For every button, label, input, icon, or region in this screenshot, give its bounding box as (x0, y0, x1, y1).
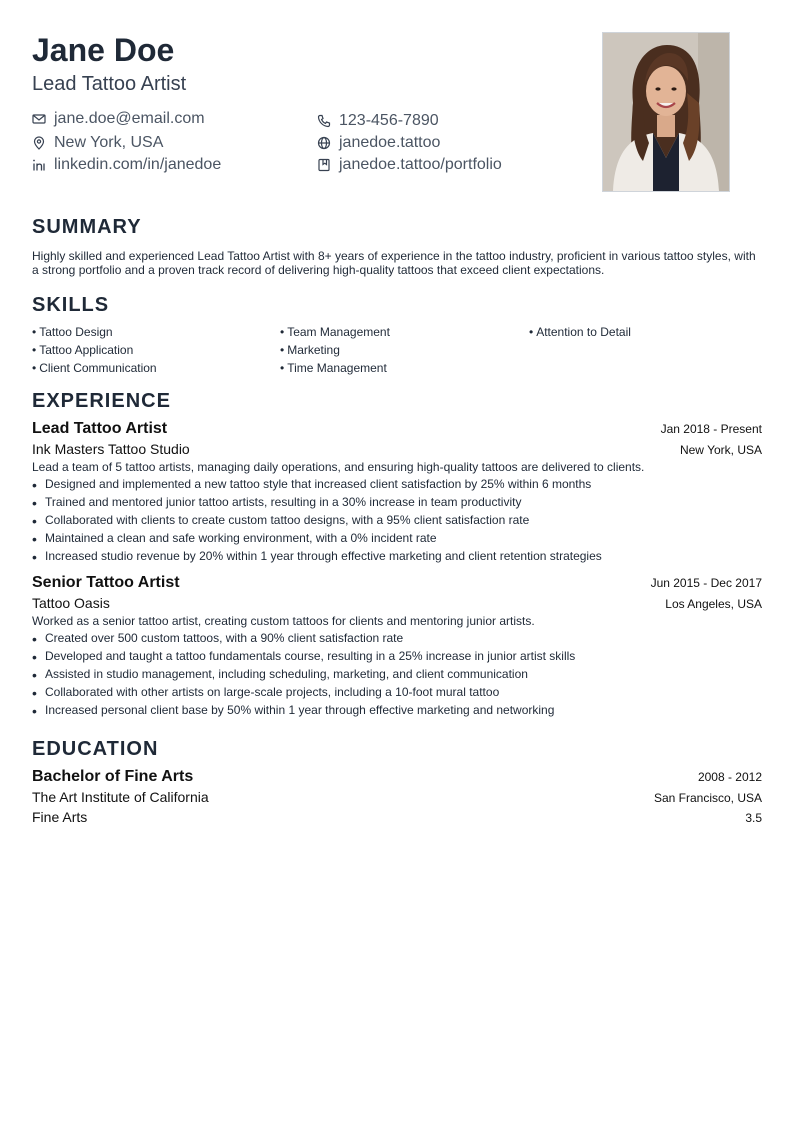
job-dates: Jan 2018 - Present (660, 422, 762, 436)
job-company: Ink Masters Tattoo Studio (32, 441, 190, 457)
job-dates: Jun 2015 - Dec 2017 (650, 576, 762, 590)
job-title: Lead Tattoo Artist (32, 420, 168, 437)
candidate-name: Jane Doe (32, 32, 175, 68)
job-bullet: • Maintained a clean and safe working environment, with a 0% incident rate (32, 531, 762, 545)
phone-icon (317, 114, 331, 128)
mail-icon (32, 112, 46, 126)
resume-page (32, 32, 762, 827)
job-bullet: • Collaborated with other artists on large-scale projects, including a 10-foot mural tattoo (32, 685, 762, 699)
skill-item: • Marketing (280, 343, 529, 357)
job-title: Senior Tattoo Artist (32, 574, 180, 591)
job-bullet: • Created over 500 custom tattoos, with a 90% client satisfaction rate (32, 631, 762, 645)
contact-email-text: jane.doe@email.com (54, 110, 205, 127)
job-bullets (32, 631, 762, 717)
candidate-title: Lead Tattoo Artist (32, 73, 187, 95)
portfolio-icon (317, 158, 331, 172)
job-location: Los Angeles, USA (665, 597, 762, 611)
contact-portfolio[interactable] (317, 154, 502, 176)
job-entry (32, 573, 762, 717)
contact-website[interactable] (317, 132, 440, 154)
summary-section (32, 215, 762, 277)
job-location: New York, USA (679, 443, 762, 457)
job-company: Tattoo Oasis (32, 595, 110, 611)
linkedin-icon (32, 158, 46, 172)
map-pin-icon (32, 136, 46, 150)
job-entry (32, 419, 762, 563)
contact-portfolio-text: janedoe.tattoo/portfolio (339, 156, 502, 173)
resume-header (32, 32, 762, 194)
contact-phone[interactable] (317, 110, 439, 132)
summary-heading: SUMMARY (32, 216, 142, 238)
skill-item: • Team Management (280, 325, 529, 339)
job-bullet: • Trained and mentored junior tattoo artists, resulting in a 30% increase in team productivity (32, 495, 762, 509)
experience-heading: EXPERIENCE (32, 390, 171, 412)
contact-linkedin-text: linkedin.com/in/janedoe (54, 156, 222, 173)
education-dates: 2008 - 2012 (697, 770, 762, 784)
contact-website-text: janedoe.tattoo (339, 134, 441, 151)
skill-item: • Tattoo Design (32, 325, 280, 339)
contact-location (32, 132, 163, 154)
education-section (32, 737, 762, 827)
education-degree: Bachelor of Fine Arts (32, 768, 194, 785)
job-bullets (32, 477, 762, 563)
education-gpa: 3.5 (745, 811, 762, 825)
education-field: Fine Arts (32, 809, 88, 825)
skill-item: • Client Communication (32, 361, 280, 375)
job-bullet: • Increased studio revenue by 20% within 1 year through effective marketing and client retention strategies (32, 549, 762, 563)
experience-section (32, 389, 762, 717)
skills-heading: SKILLS (32, 294, 110, 316)
skill-item: • Tattoo Application (32, 343, 280, 357)
education-entry (32, 767, 762, 827)
skills-list (32, 325, 762, 375)
skill-item: • Time Management (280, 361, 529, 375)
contact-linkedin[interactable] (32, 154, 221, 176)
job-description: Worked as a senior tattoo artist, creating custom tattoos for clients and mentoring junior artists. (32, 614, 535, 628)
skill-item: • Attention to Detail (529, 325, 762, 339)
contact-phone-text: 123-456-7890 (339, 112, 439, 129)
job-bullet: • Collaborated with clients to create custom tattoo designs, with a 95% client satisfaction rate (32, 513, 762, 527)
job-bullet: • Designed and implemented a new tattoo style that increased client satisfaction by 25% within 6 months (32, 477, 762, 491)
skills-section (32, 293, 762, 375)
job-bullet: • Increased personal client base by 50% within 1 year through effective marketing and networking (32, 703, 762, 717)
job-bullet: • Developed and taught a tattoo fundamentals course, resulting in a 25% increase in junior artist skills (32, 649, 762, 663)
education-location: San Francisco, USA (653, 791, 762, 805)
education-heading: EDUCATION (32, 738, 159, 760)
profile-photo (602, 32, 730, 192)
summary-text: Highly skilled and experienced Lead Tattoo Artist with 8+ years of experience in the tattoo industry, proficient in various tattoo styles, with a strong portfolio and a proven track record of delivering high-quality tattoos that exceed client expectations. (32, 249, 756, 277)
contact-location-text: New York, USA (54, 134, 164, 151)
globe-icon (317, 136, 331, 150)
job-bullet: • Assisted in studio management, including scheduling, marketing, and client communication (32, 667, 762, 681)
contact-email[interactable] (32, 108, 205, 130)
job-description: Lead a team of 5 tattoo artists, managing daily operations, and ensuring high-quality tattoos are delivered to clients. (32, 460, 645, 474)
education-school: The Art Institute of California (32, 789, 209, 805)
